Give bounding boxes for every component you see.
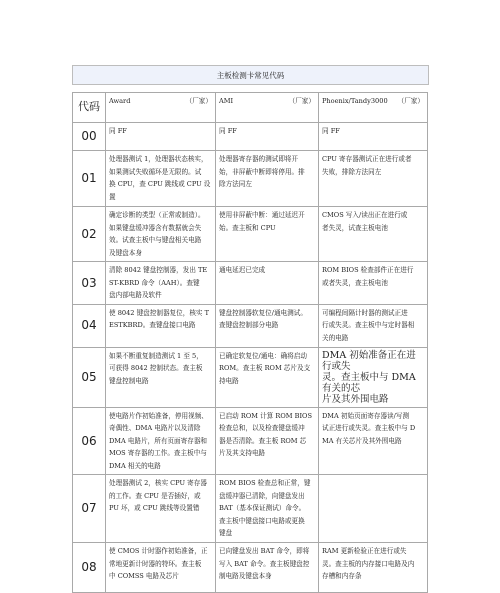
- award-cell: 使电路片作初始准备，停用视频、 奇偶性、DMA 电路片以及清除 DMA 电路片，所有页面寄存器和 MOS 寄存器的工作。查主板中与 DMA 相关的电路: [106, 407, 216, 475]
- table-row: [73, 262, 428, 305]
- table-row: [73, 304, 428, 347]
- ami-cell: ROM BIOS 检查总和正常，键 盘缓冲器已清除，向键盘发出 BAT（基本保证测试）命令。 查主板中键盘接口电路或更换 键盘: [216, 475, 319, 543]
- table-row: [73, 407, 428, 475]
- table-row: [73, 151, 428, 207]
- header-ami: [216, 93, 319, 123]
- phoenix-cell: CPU 寄存器测试正在进行或者 失败，排除方法同左: [319, 151, 428, 207]
- header-award-vendor: （厂家）: [185, 97, 212, 105]
- table-row: [73, 207, 428, 262]
- ami-cell: 已确定软复位/通电：确将启动 ROM。查主板 ROM 芯片及支 持电路: [216, 347, 319, 407]
- row-code: 06: [73, 407, 106, 475]
- ami-cell: 通电延迟已完成: [216, 262, 319, 305]
- ami-cell: 已启动 ROM 计算 ROM BIOS 检查总和，以及检查键盘缓冲 器是否清除。查主板 ROM 芯 片及其支持电路: [216, 407, 319, 475]
- phoenix-cell: [319, 475, 428, 543]
- table-row: [73, 543, 428, 593]
- post-code-table: [72, 92, 428, 593]
- phoenix-cell: CMOS 写入/读出正在进行或 者失灵，试查主板电池: [319, 207, 428, 262]
- award-cell: 使 CMOS 计时器作初始准备，正 常地更新计时器的特环。查主板 中 COMSS 电路及芯片: [106, 543, 216, 593]
- table-row: [73, 475, 428, 543]
- row-code: 02: [73, 207, 106, 262]
- header-ami-vendor: （厂家）: [288, 97, 315, 105]
- phoenix-cell: ROM BIOS 检查部件正在进行 或者失灵，查主板电池: [319, 262, 428, 305]
- row-code: 05: [73, 347, 106, 407]
- award-cell: 处理器测试 1，处理器状态核实， 如果测试失败循环是无限的。试 换 CPU，查 CPU 跳线或 CPU 设 置: [106, 151, 216, 207]
- ami-cell: 键盘控制器软复位/通电测试。 查键盘控制部分电路: [216, 304, 319, 347]
- row-code: 08: [73, 543, 106, 593]
- ami-cell: 处理器寄存器的测试即将开 始，非屏蔽中断即将停用。排 除方法同左: [216, 151, 319, 207]
- phoenix-cell: DMA 初始页面寄存器读/写测 试正进行或失灵。查主板中与 D MA 有关芯片及其外围电路: [319, 407, 428, 475]
- row-code: 07: [73, 475, 106, 543]
- award-cell: 同 FF: [106, 123, 216, 151]
- header-award: [106, 93, 216, 123]
- ami-cell: 使用非屏蔽中断：通过延迟开 始。查主板和 CPU: [216, 207, 319, 262]
- row-code: 00: [73, 123, 106, 151]
- row-code: 01: [73, 151, 106, 207]
- header-phoenix-vendor: （厂家）: [397, 97, 424, 105]
- row-code: 04: [73, 304, 106, 347]
- award-cell: 如果不断重复制造测试 1 至 5， 可获得 8042 控制状态。查主板 键盘控制电路: [106, 347, 216, 407]
- phoenix-cell: RAM 更新检验正在进行或失 灵。查主板的内存接口电路及内 存槽和内存条: [319, 543, 428, 593]
- phoenix-cell: 可编程间隔计时器的测试正进 行或失灵。查主板中与定时器相 关的电路: [319, 304, 428, 347]
- ami-cell: 已向键盘发出 BAT 命令，即将 写入 BAT 命令。查主板键盘控 制电路及键盘本身: [216, 543, 319, 593]
- phoenix-cell: 同 FF: [319, 123, 428, 151]
- header-code: 代码: [73, 93, 106, 123]
- header-row: [73, 93, 428, 123]
- header-phoenix: [319, 93, 428, 123]
- header-phoenix-name: Phoenix/Tandy3000: [322, 97, 388, 105]
- row-code: 03: [73, 262, 106, 305]
- ami-cell: 同 FF: [216, 123, 319, 151]
- header-award-name: Award: [109, 97, 131, 105]
- award-cell: 清除 8042 键盘控制器，发出 TE ST-KBRD 命令（AAH）。查键 盘内部电路及软件: [106, 262, 216, 305]
- phoenix-cell: DMA 初始准备正在进行或失 灵。查主板中与 DMA 有关的芯 片及其外围电路: [319, 347, 428, 407]
- table-row: [73, 347, 428, 407]
- award-cell: 处理器测试 2，核实 CPU 寄存器 的工作。查 CPU 是否插好，或 PU 坏，或 CPU 跳线等设置错: [106, 475, 216, 543]
- header-ami-name: AMI: [219, 97, 234, 105]
- table-title: 主板检测卡常见代码: [72, 65, 429, 85]
- award-cell: 确定诊断的类型（正常或制造）。 如果键盘缓冲器含有数据就会失 效。试查主板中与键盘相关电路 及键盘本身: [106, 207, 216, 262]
- table-row: [73, 123, 428, 151]
- award-cell: 使 8042 键盘控制器复位，核实 T ESTKBRD。查键盘接口电路: [106, 304, 216, 347]
